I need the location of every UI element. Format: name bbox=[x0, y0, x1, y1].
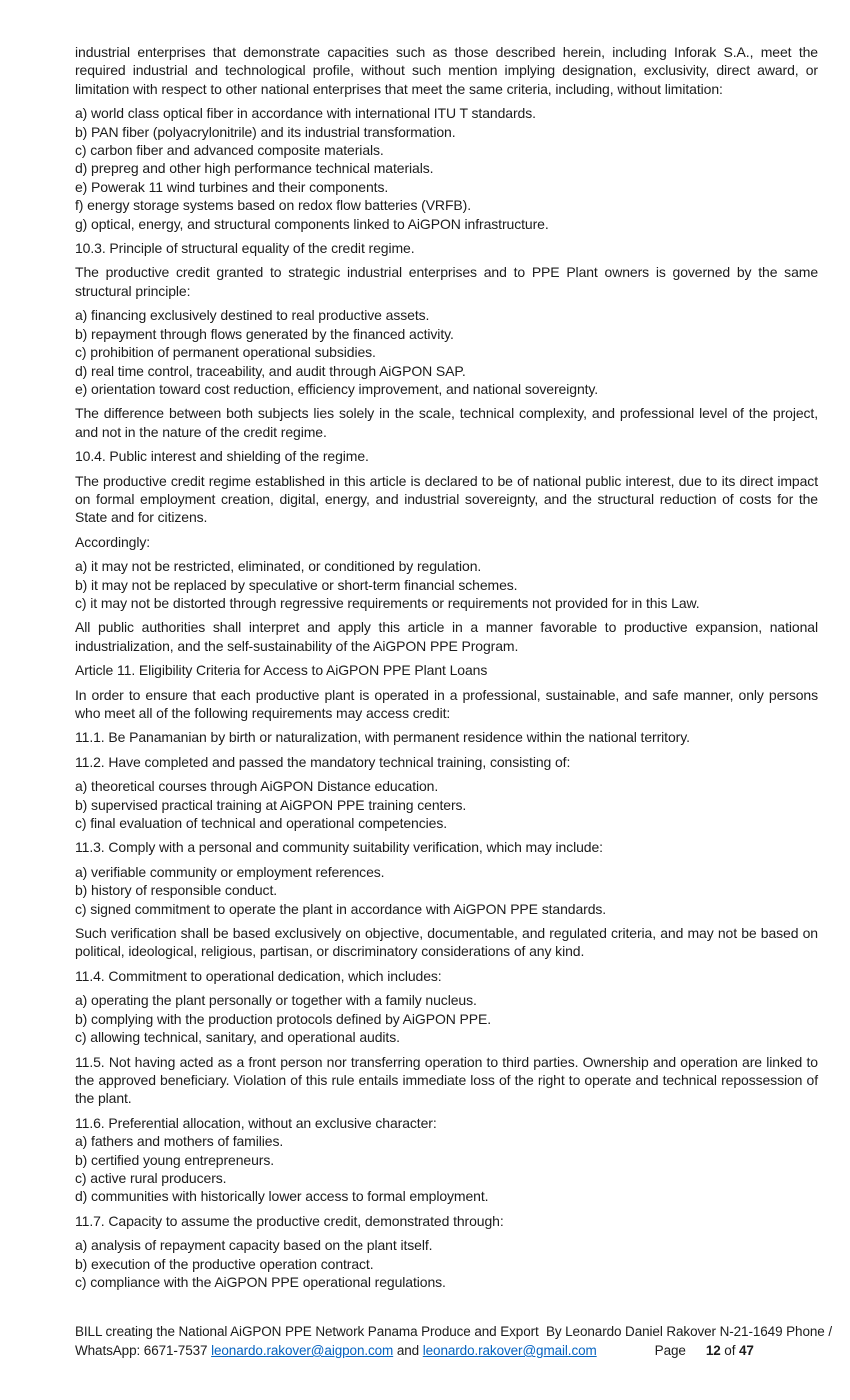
list-item: a) it may not be restricted, eliminated, or conditioned by regulation. bbox=[75, 558, 482, 575]
list-item: a) analysis of repayment capacity based on the plant itself. bbox=[75, 1237, 433, 1254]
list-block-11-7 bbox=[75, 1236, 818, 1291]
list-item: a) verifiable community or employment references. bbox=[75, 863, 385, 880]
list-item: e) orientation toward cost reduction, efficiency improvement, and national sovereignty. bbox=[75, 380, 599, 397]
list-item: b) complying with the production protocols defined by AiGPON PPE. bbox=[75, 1010, 492, 1027]
paragraph: The productive credit regime established in this article is declared to be of national public interest, due to its direct impact on formal employment creation, digital, energy, and industrial sovereignty, and the structural reduction of costs for the State and for citizens. bbox=[75, 472, 818, 526]
list-item: a) theoretical courses through AiGPON Distance education. bbox=[75, 778, 439, 795]
page-number-total: 47 bbox=[739, 1343, 754, 1358]
item-11-3: 11.3. Comply with a personal and community suitability verification, which may include: bbox=[75, 839, 603, 856]
item-11-1: 11.1. Be Panamanian by birth or naturalization, with permanent residence within the national territory. bbox=[75, 729, 690, 746]
list-block-10-2 bbox=[75, 104, 818, 233]
list-item: f) energy storage systems based on redox flow batteries (VRFB). bbox=[75, 197, 471, 214]
email-link-gmail[interactable]: leonardo.rakover@gmail.com bbox=[422, 1343, 597, 1358]
list-block-10-3 bbox=[75, 306, 818, 398]
list-item: a) financing exclusively destined to real productive assets. bbox=[75, 307, 430, 324]
list-item: c) compliance with the AiGPON PPE operational regulations. bbox=[75, 1273, 446, 1290]
list-item: d) communities with historically lower access to formal employment. bbox=[75, 1188, 489, 1205]
item-11-7: 11.7. Capacity to assume the productive credit, demonstrated through: bbox=[75, 1212, 504, 1229]
footer-whatsapp-text: WhatsApp: 6671-7537 bbox=[75, 1343, 212, 1358]
list-item: b) execution of the productive operation contract. bbox=[75, 1255, 374, 1272]
list-item: c) it may not be distorted through regressive requirements or requirements not provided for in this Law. bbox=[75, 594, 700, 611]
list-item: a) fathers and mothers of families. bbox=[75, 1133, 284, 1150]
paragraph: The productive credit granted to strategic industrial enterprises and to PPE Plant owners is governed by the same structural principle: bbox=[75, 264, 818, 299]
list-item: c) prohibition of permanent operational subsidies. bbox=[75, 344, 376, 361]
list-item: c) carbon fiber and advanced composite materials. bbox=[75, 142, 384, 159]
footer-bill-text: BILL creating the National AiGPON PPE Network Panama Produce and Export By Leonardo Daniel Rakover N-21-1649 Phone / bbox=[75, 1324, 832, 1339]
paragraph: In order to ensure that each productive plant is operated in a professional, sustainable, and safe manner, only persons who meet all of the following requirements may access credit: bbox=[75, 686, 818, 721]
footer-and-text: and bbox=[393, 1343, 423, 1358]
page-number-current: 12 bbox=[705, 1343, 721, 1358]
heading-article-11: Article 11. Eligibility Criteria for Access to AiGPON PPE Plant Loans bbox=[75, 662, 488, 679]
list-item: g) optical, energy, and structural components linked to AiGPON infrastructure. bbox=[75, 215, 549, 232]
document-body bbox=[75, 43, 818, 1297]
list-item: a) operating the plant personally or together with a family nucleus. bbox=[75, 992, 477, 1009]
footer-line1 bbox=[75, 1322, 835, 1341]
list-item: b) certified young entrepreneurs. bbox=[75, 1151, 275, 1168]
item-11-5: 11.5. Not having acted as a front person nor transferring operation to third parties. Ownership and operation are linked to the approved beneficiary. Violation of this rule entails immediate loss of the right to operate and technical repossession of the plant. bbox=[75, 1053, 818, 1107]
list-block-11-2 bbox=[75, 777, 818, 832]
list-item: d) prepreg and other high performance technical materials. bbox=[75, 160, 434, 177]
footer-page-label: Page bbox=[654, 1343, 686, 1358]
list-item: e) Powerak 11 wind turbines and their components. bbox=[75, 178, 389, 195]
paragraph-accordingly: Accordingly: bbox=[75, 533, 151, 550]
item-11-4: 11.4. Commitment to operational dedication, which includes: bbox=[75, 967, 442, 984]
list-item: c) final evaluation of technical and operational competencies. bbox=[75, 815, 448, 832]
paragraph: All public authorities shall interpret and apply this article in a manner favorable to productive expansion, national industrialization, and the self-sustainability of the AiGPON PPE Program. bbox=[75, 619, 818, 654]
list-block-10-4 bbox=[75, 557, 818, 612]
heading-11-6: 11.6. Preferential allocation, without an exclusive character: bbox=[75, 1114, 437, 1131]
list-block-11-3 bbox=[75, 863, 818, 918]
paragraph: The difference between both subjects lies solely in the scale, technical complexity, and professional level of the project, and not in the nature of the credit regime. bbox=[75, 405, 818, 440]
list-item: c) active rural producers. bbox=[75, 1169, 227, 1186]
page-of-text: of bbox=[720, 1343, 740, 1358]
list-item: b) PAN fiber (polyacrylonitrile) and its industrial transformation. bbox=[75, 123, 456, 140]
email-link-aigpon[interactable]: leonardo.rakover@aigpon.com bbox=[211, 1343, 394, 1358]
list-block-11-4 bbox=[75, 991, 818, 1046]
paragraph-intro: industrial enterprises that demonstrate capacities such as those described herein, including Inforak S.A., meet the required industrial and technological profile, without such mention implying designation, exclusivity, direct award, or limitation with respect to other national enterprises that meet the same criteria, including, without limitation: bbox=[75, 44, 818, 97]
list-item: d) real time control, traceability, and audit through AiGPON SAP. bbox=[75, 362, 466, 379]
item-11-2: 11.2. Have completed and passed the mandatory technical training, consisting of: bbox=[75, 753, 571, 770]
footer-line2 bbox=[75, 1341, 835, 1360]
heading-10-3: 10.3. Principle of structural equality of the credit regime. bbox=[75, 240, 415, 257]
list-item: c) allowing technical, sanitary, and operational audits. bbox=[75, 1029, 400, 1046]
list-block-11-6 bbox=[75, 1114, 818, 1206]
list-item: c) signed commitment to operate the plant in accordance with AiGPON PPE standards. bbox=[75, 900, 607, 917]
list-item: b) repayment through flows generated by the financed activity. bbox=[75, 325, 454, 342]
list-item: b) it may not be replaced by speculative or short-term financial schemes. bbox=[75, 576, 518, 593]
list-item: b) supervised practical training at AiGPON PPE training centers. bbox=[75, 796, 467, 813]
paragraph: Such verification shall be based exclusively on objective, documentable, and regulated criteria, and may not be based on political, ideological, religious, partisan, or discriminatory considerations of any kind. bbox=[75, 925, 818, 960]
page-footer bbox=[75, 1322, 835, 1360]
list-item: a) world class optical fiber in accordance with international ITU T standards. bbox=[75, 105, 536, 122]
list-item: b) history of responsible conduct. bbox=[75, 882, 278, 899]
heading-10-4: 10.4. Public interest and shielding of the regime. bbox=[75, 448, 369, 465]
